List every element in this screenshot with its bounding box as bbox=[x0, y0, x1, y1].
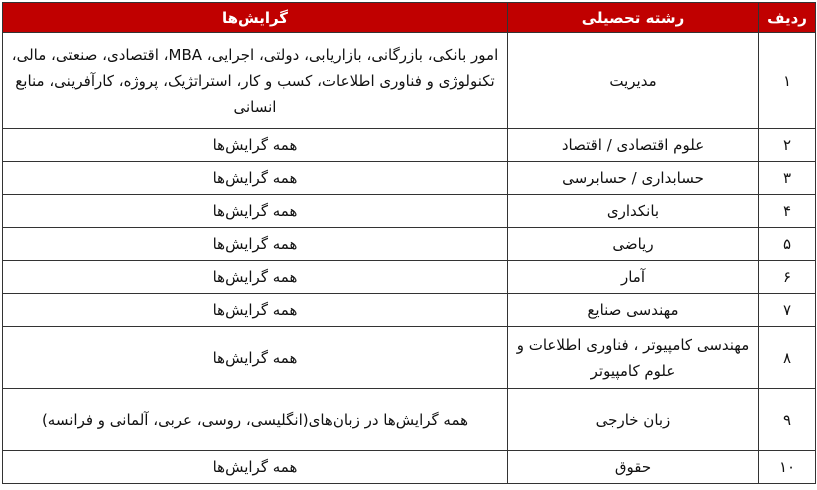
field-name: مهندسی کامپیوتر ، فناوری اطلاعات و علوم کامپیوتر bbox=[508, 327, 759, 389]
fields-table-container bbox=[2, 2, 815, 484]
specializations: همه گرایش‌ها bbox=[3, 294, 508, 327]
row-number: ۷ bbox=[759, 294, 816, 327]
field-name: مدیریت bbox=[508, 33, 759, 129]
table-row bbox=[3, 389, 816, 451]
row-number: ۹ bbox=[759, 389, 816, 451]
specializations: همه گرایش‌ها در زبان‌های(انگلیسی، روسی، عربی، آلمانی و فرانسه) bbox=[3, 389, 508, 451]
table-row bbox=[3, 261, 816, 294]
specializations: همه گرایش‌ها bbox=[3, 195, 508, 228]
table-row bbox=[3, 228, 816, 261]
field-name: علوم اقتصادی / اقتصاد bbox=[508, 129, 759, 162]
specializations: همه گرایش‌ها bbox=[3, 129, 508, 162]
row-number: ۱ bbox=[759, 33, 816, 129]
field-name: مهندسی صنایع bbox=[508, 294, 759, 327]
specializations: همه گرایش‌ها bbox=[3, 261, 508, 294]
header-field: رشته تحصیلی bbox=[508, 3, 759, 33]
table-row bbox=[3, 195, 816, 228]
row-number: ۲ bbox=[759, 129, 816, 162]
field-name: زبان خارجی bbox=[508, 389, 759, 451]
field-name: بانکداری bbox=[508, 195, 759, 228]
row-number: ۴ bbox=[759, 195, 816, 228]
specializations: همه گرایش‌ها bbox=[3, 327, 508, 389]
specializations: همه گرایش‌ها bbox=[3, 162, 508, 195]
row-number: ۳ bbox=[759, 162, 816, 195]
table-row bbox=[3, 294, 816, 327]
table-row bbox=[3, 451, 816, 484]
fields-table bbox=[2, 2, 816, 484]
field-name: آمار bbox=[508, 261, 759, 294]
field-name: ریاضی bbox=[508, 228, 759, 261]
row-number: ۶ bbox=[759, 261, 816, 294]
row-number: ۵ bbox=[759, 228, 816, 261]
table-row bbox=[3, 129, 816, 162]
field-name: حقوق bbox=[508, 451, 759, 484]
table-row bbox=[3, 33, 816, 129]
header-specializations: گرایش‌ها bbox=[3, 3, 508, 33]
table-header-row bbox=[3, 3, 816, 33]
header-row-number: ردیف bbox=[759, 3, 816, 33]
field-name: حسابداری / حسابرسی bbox=[508, 162, 759, 195]
specializations: همه گرایش‌ها bbox=[3, 228, 508, 261]
specializations: همه گرایش‌ها bbox=[3, 451, 508, 484]
table-row bbox=[3, 327, 816, 389]
specializations: امور بانکی، بازرگانی، بازاریابی، دولتی، اجرایی، MBA، اقتصادی، صنعتی، مالی، تکنولوژی و فناوری اطلاعات، کسب و کار، استراتژیک، پروژه، کارآفرینی، منابع انسانی bbox=[3, 33, 508, 129]
row-number: ۱۰ bbox=[759, 451, 816, 484]
row-number: ۸ bbox=[759, 327, 816, 389]
table-row bbox=[3, 162, 816, 195]
